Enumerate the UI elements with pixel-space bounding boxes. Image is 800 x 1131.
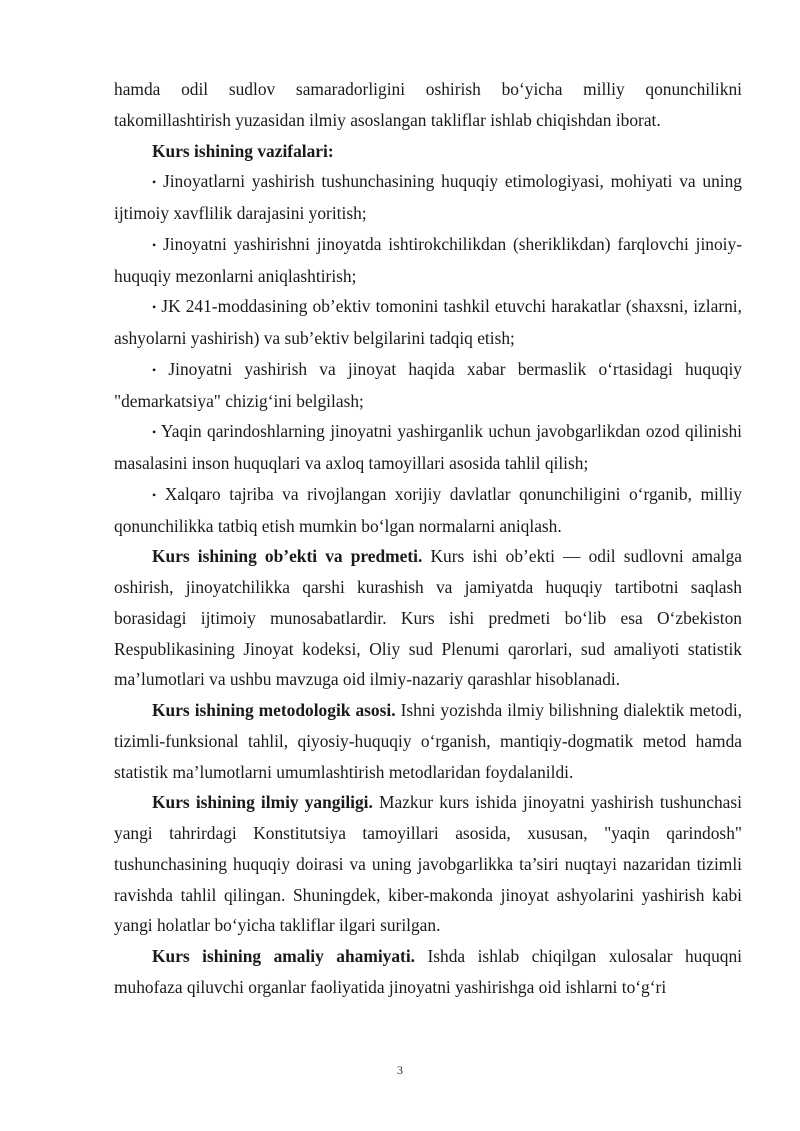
list-item-text: Xalqaro tajriba va rivojlangan xorijiy davlatlar qonunchiligini o‘rganib, milliy qonunchilikka tatbiq etish mumkin bo‘lgan normalarni aniqlash. bbox=[114, 483, 742, 536]
list-item bbox=[114, 291, 742, 354]
list-item bbox=[114, 354, 742, 417]
practical-heading: Kurs ishining amaliy ahamiyati. bbox=[152, 946, 416, 966]
object-text: Kurs ishi ob’ekti — odil sudlovni amalga oshirish, jinoyatchilikka qarshi kurashish va jamiyatda huquqiy tartibotni saqlash borasidagi ijtimoiy munosabatlardir. Kurs ishi predmeti bo‘lib esa O‘zbekiston Respublikasining Jinoyat kodeksi, Oliy sud Plenumi qarorlari, sud amaliyoti statistik ma’lumotlari va ushbu mavzuga oid ilmiy-nazariy qarashlar hisoblanadi. bbox=[114, 546, 742, 690]
bullet-icon: • bbox=[152, 425, 157, 440]
list-item bbox=[114, 479, 742, 542]
bullet-icon: • bbox=[152, 175, 157, 190]
object-heading: Kurs ishining ob’ekti va predmeti. bbox=[152, 546, 423, 567]
bullet-icon: • bbox=[152, 237, 157, 252]
novelty-text: Mazkur kurs ishida jinoyatni yashirish tushunchasi yangi tahrirdagi Konstitutsiya tamoyillari asosida, xususan, "yaqin qarindosh" tushunchasining huquqiy doirasi va uning javobgarlikka ta’siri nuqtayi nazaridan tizimli ravishda tahlil qilingan. Shuningdek, kiber-makonda jinoyat ashyolarini yashirish kabi yangi holatlar bo‘yicha takliflar ilgari surilgan. bbox=[114, 792, 742, 936]
practical-text: Ishda ishlab chiqilgan xulosalar huquqni muhofaza qiluvchi organlar faoliyatida jinoyatni yashirishga oid ishlarni to‘g‘ri bbox=[114, 946, 742, 997]
tasks-heading: Kurs ishining vazifalari: bbox=[152, 140, 334, 161]
practical-paragraph bbox=[114, 941, 742, 1003]
list-item-text: Jinoyatni yashirish va jinoyat haqida xabar bermaslik o‘rtasidagi huquqiy "demarkatsiya" chizig‘ini belgilash; bbox=[114, 358, 742, 411]
list-item bbox=[114, 166, 742, 229]
page-number: 3 bbox=[397, 1063, 403, 1077]
page-content bbox=[114, 74, 742, 1003]
bullet-icon: • bbox=[152, 300, 157, 315]
list-item bbox=[114, 416, 742, 479]
list-item-text: Jinoyatlarni yashirish tushunchasining huquqiy etimologiyasi, mohiyati va uning ijtimoiy xavflilik darajasini yoritish; bbox=[114, 171, 742, 223]
method-paragraph bbox=[114, 695, 742, 787]
method-heading: Kurs ishining metodologik asosi. bbox=[152, 700, 396, 720]
intro-paragraph: hamda odil sudlov samaradorligini oshirish bo‘yicha milliy qonunchilikni takomillashtirish yuzasidan ilmiy asoslangan takliflar ishlab chiqishdan iborat. bbox=[114, 79, 742, 130]
list-item-text: JK 241-moddasining ob’ektiv tomonini tashkil etuvchi harakatlar (shaxsni, izlarni, ashyolarni yashirish) va sub’ektiv belgilarini tadqiq etish; bbox=[114, 296, 742, 348]
novelty-paragraph bbox=[114, 787, 742, 941]
bullet-icon: • bbox=[152, 362, 157, 377]
list-item-text: Yaqin qarindoshlarning jinoyatni yashirganlik uchun javobgarlikdan ozod qilinishi masalasini inson huquqlari va axloq tamoyillari asosida tahlil qilish; bbox=[114, 421, 742, 473]
bullet-icon: • bbox=[152, 487, 157, 502]
list-item-text: Jinoyatni yashirishni jinoyatda ishtirokchilikdan (sheriklikdan) farqlovchi jinoiy-huquqiy mezonlarni aniqlashtirish; bbox=[114, 233, 742, 286]
object-paragraph bbox=[114, 541, 742, 695]
novelty-heading: Kurs ishining ilmiy yangiligi. bbox=[152, 792, 373, 813]
list-item bbox=[114, 229, 742, 292]
method-text: Ishni yozishda ilmiy bilishning dialektik metodi, tizimli-funksional tahlil, qiyosiy-huquqiy o‘rganish, mantiqiy-dogmatik metod hamda statistik ma’lumotlarni umumlashtirish metodlaridan foydalanildi. bbox=[114, 700, 742, 782]
